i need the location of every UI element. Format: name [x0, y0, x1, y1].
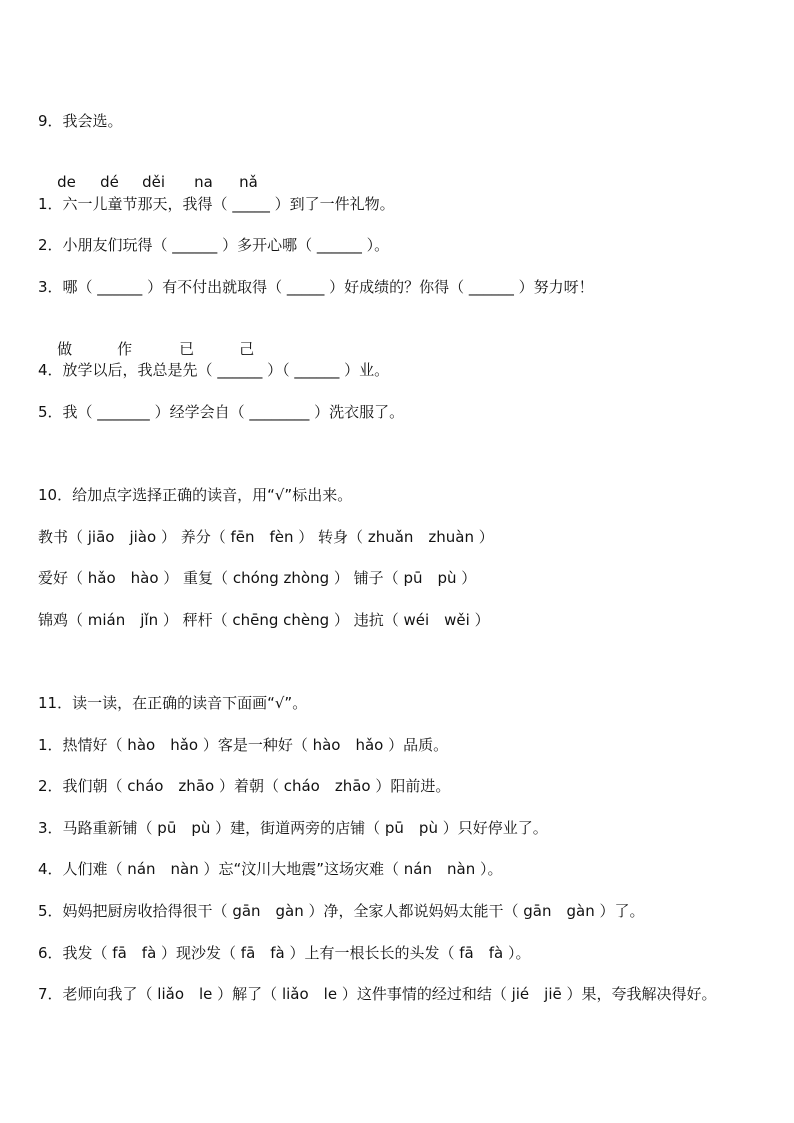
- question-9-item: 2．小朋友们玩得（ ______ ）多开心哪（ ______ ）。: [38, 236, 390, 254]
- question-11-title: 11．读一读，在正确的读音下面画“√”。: [38, 694, 308, 712]
- pinyin-option: de: [57, 173, 76, 191]
- question-10-row: 教书（ jiāo jiào ） 养分（ fēn fèn ） 转身（ zhuǎn zhuàn ）: [38, 528, 494, 546]
- pinyin-option: nǎ: [239, 173, 258, 191]
- question-10-row: 爱好（ hǎo hào ） 重复（ chóng zhòng ） 铺子（ pū pù ）: [38, 569, 477, 587]
- question-11-item: 3．马路重新铺（ pū pù ）建，街道两旁的店铺（ pū pù ）只好停业了。: [38, 819, 548, 837]
- question-11-item: 1．热情好（ hào hǎo ）客是一种好（ hào hǎo ）品质。: [38, 736, 449, 754]
- question-11-item: 2．我们朝（ cháo zhāo ）着朝（ cháo zhāo ）阳前进。: [38, 777, 451, 795]
- pinyin-option: dé: [100, 173, 119, 191]
- question-11-item: 5．妈妈把厨房收拾得很干（ gān gàn ）净，全家人都说妈妈太能干（ gān gàn ）了。: [38, 902, 645, 920]
- question-9-item: 3．哪（ ______ ）有不付出就取得（ _____ ）好成绩的？你得（ ______ ）努力呀！: [38, 278, 594, 296]
- pinyin-option: na: [194, 173, 213, 191]
- character-option: 作: [117, 340, 133, 358]
- question-9-item: 4．放学以后，我总是先（ ______ ）（ ______ ）业。: [38, 361, 390, 379]
- question-10-row: 锦鸡（ mián jǐn ） 秤杆（ chēng chèng ） 违抗（ wéi wěi ）: [38, 611, 490, 629]
- question-11-item: 6．我发（ fā fà ）现沙发（ fā fà ）上有一根长长的头发（ fā fà ）。: [38, 944, 531, 962]
- question-10-title: 10．给加点字选择正确的读音，用“√”标出来。: [38, 486, 353, 504]
- character-option: 己: [239, 340, 255, 358]
- question-11-item: 7．老师向我了（ liǎo le ）解了（ liǎo le ）这件事情的经过和结（ jié jiē ）果，夸我解决得好。: [38, 985, 717, 1003]
- question-11-item: 4．人们难（ nán nàn ）忘“汶川大地震”这场灾难（ nán nàn ）。: [38, 860, 503, 878]
- question-9-item: 5．我（ _______ ）经学会自（ ________ ）洗衣服了。: [38, 403, 405, 421]
- character-option: 做: [57, 340, 73, 358]
- question-9-item: 1．六一儿童节那天，我得（ _____ ）到了一件礼物。: [38, 195, 395, 213]
- pinyin-option: děi: [142, 173, 165, 191]
- question-9-title: 9．我会选。: [38, 112, 123, 130]
- character-option: 已: [179, 340, 195, 358]
